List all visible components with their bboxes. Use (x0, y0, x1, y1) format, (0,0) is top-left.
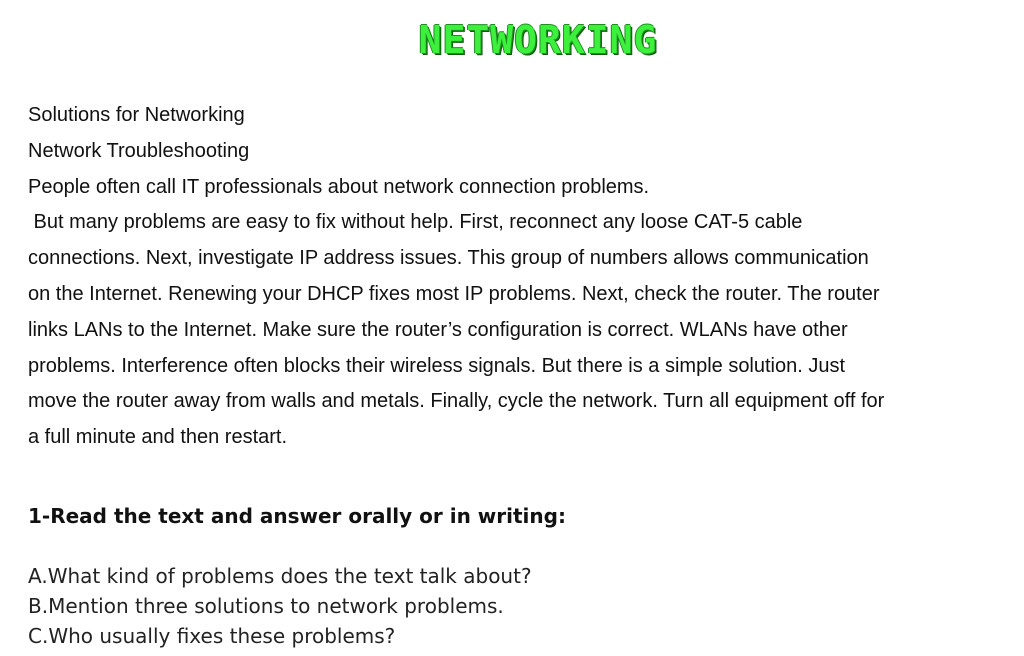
passage-line: connections. Next, investigate IP address issues. This group of numbers allows communication (28, 247, 869, 270)
passage-line: People often call IT professionals about network connection problems. (28, 175, 650, 198)
passage-line: on the Internet. Renewing your DHCP fixes most IP problems. Next, check the router. The router (28, 282, 880, 305)
passage-line: move the router away from walls and metals. Finally, cycle the network. Turn all equipment off for (28, 390, 885, 413)
question-item: A.What kind of problems does the text talk about? (28, 564, 532, 588)
passage-line: But many problems are easy to fix without help. First, reconnect any loose CAT-5 cable (28, 211, 803, 234)
passage-line: Network Troubleshooting (28, 139, 250, 162)
question-list (28, 561, 532, 651)
passage-line: links LANs to the Internet. Make sure the router’s configuration is correct. WLANs have other (28, 318, 848, 341)
page-title: NETWORKING (418, 18, 658, 62)
passage-line: Solutions for Networking (28, 104, 245, 126)
exercise-instruction: 1-Read the text and answer orally or in writing: (28, 504, 566, 528)
question-item: B.Mention three solutions to network problems. (28, 594, 504, 618)
passage-line: problems. Interference often blocks their wireless signals. But there is a simple solution. Just (28, 354, 846, 377)
reading-passage (28, 98, 988, 456)
passage-line: a full minute and then restart. (28, 426, 288, 449)
question-item: C.Who usually fixes these problems? (28, 624, 396, 648)
